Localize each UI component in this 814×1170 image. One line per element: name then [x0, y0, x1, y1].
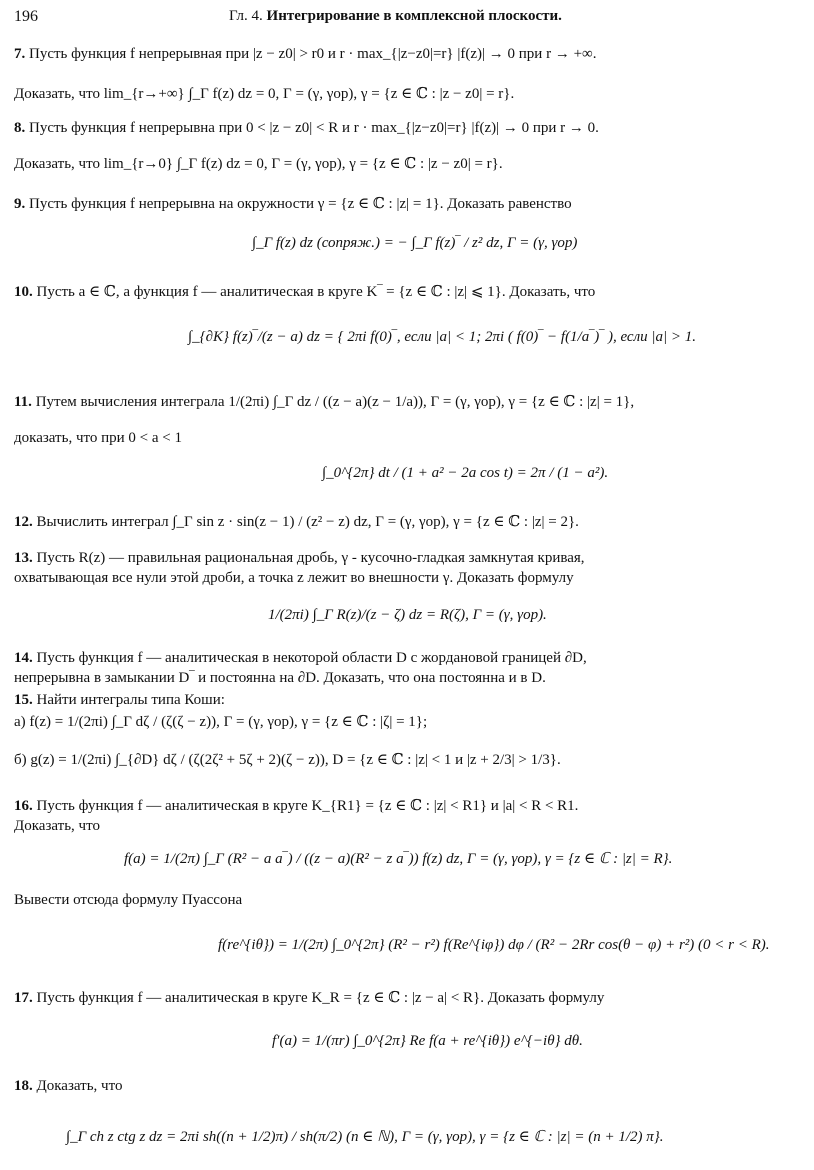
text-line [14, 392, 634, 412]
line-text: Найти интегралы типа Коши: [36, 692, 225, 708]
text-line [14, 890, 242, 910]
line-text: Пусть функция f — аналитическая в круге K_R = {z ∈ ℂ : |z − a| < R}. Доказать формулу [36, 990, 605, 1006]
chapter-label: Гл. 4. [229, 8, 263, 24]
text-line [14, 816, 100, 836]
formula-line [268, 604, 547, 626]
formula-line [252, 232, 577, 254]
problem-number: 8. [14, 120, 26, 136]
problem-number: 7. [14, 46, 26, 62]
text-line [14, 428, 182, 448]
line-text: Доказать, что lim_{r→0} ∫_Γ f(z) dz = 0, Γ = (γ, γop), γ = {z ∈ ℂ : |z − z0| = r}. [14, 156, 503, 172]
formula-line [124, 848, 672, 870]
text-line [14, 282, 595, 302]
text-line [14, 796, 578, 816]
text-line [14, 154, 503, 174]
line-text: Пусть функция f непрерывна при 0 < |z − z0| < R и r · max_{|z−z0|=r} |f(z)| → 0 при r → 0. [29, 120, 599, 136]
line-text: Вычислить интеграл ∫_Γ sin z · sin(z − 1) / (z² − z) dz, Γ = (γ, γop), γ = {z ∈ ℂ : |z| = 2}. [36, 514, 579, 530]
line-text: б) g(z) = 1/(2πi) ∫_{∂D} dζ / (ζ(2ζ² + 5ζ + 2)(ζ − z)), D = {z ∈ ℂ : |z| < 1 и |z + 2/3| > 1/3}. [14, 752, 561, 768]
text-line [14, 568, 574, 588]
line-text: Путем вычисления интеграла 1/(2πi) ∫_Γ dz / ((z − a)(z − 1/a)), Γ = (γ, γop), γ = {z ∈ ℂ : |z| = 1}, [35, 394, 635, 410]
line-text: ∫_{∂K} f(z)‾/(z − a) dz = { 2πi f(0)‾, если |a| < 1; 2πi ( f(0)‾ − f(1/a‾)‾ ), если |a| > 1. [188, 329, 696, 345]
line-text: ∫_Γ f(z) dz (сопряж.) = − ∫_Γ f(z)‾ / z² dz, Γ = (γ, γop) [252, 235, 578, 251]
text-line [14, 1076, 122, 1096]
line-text: а) f(z) = 1/(2πi) ∫_Γ dζ / (ζ(ζ − z)), Γ = (γ, γop), γ = {z ∈ ℂ : |ζ| = 1}; [14, 714, 428, 730]
formula-line [272, 1030, 583, 1052]
formula-line [322, 462, 608, 484]
line-text: ∫_0^{2π} dt / (1 + a² − 2a cos t) = 2π / (1 − a²). [322, 465, 609, 481]
problem-number: 17. [14, 990, 33, 1006]
text-line [14, 548, 585, 568]
problem-number: 15. [14, 692, 33, 708]
problem-number: 16. [14, 798, 33, 814]
line-text: f(re^{iθ}) = 1/(2π) ∫_0^{2π} (R² − r²) f(Re^{iφ}) dφ / (R² − 2Rr cos(θ − φ) + r²) (0 < r < R). [218, 937, 770, 953]
text-line [14, 668, 546, 688]
problem-number: 10. [14, 284, 33, 300]
page-number: 196 [14, 8, 38, 25]
line-text: Доказать, что [14, 818, 100, 834]
line-text: Вывести отсюда формулу Пуассона [14, 892, 243, 908]
text-line [14, 648, 587, 668]
line-text: охватывающая все нули этой дроби, а точка z лежит во внешности γ. Доказать формулу [14, 570, 574, 586]
text-line [14, 750, 561, 770]
problem-number: 9. [14, 196, 26, 212]
problem-number: 11. [14, 394, 32, 410]
text-line [14, 118, 599, 138]
line-text: доказать, что при 0 < a < 1 [14, 430, 182, 446]
problem-number: 18. [14, 1078, 33, 1094]
line-text: непрерывна в замыкании D‾ и постоянна на ∂D. Доказать, что она постоянна и в D. [14, 670, 546, 686]
text-line [14, 84, 514, 104]
formula-line [66, 1126, 664, 1148]
line-text: f′(a) = 1/(πr) ∫_0^{2π} Re f(a + re^{iθ}) e^{−iθ} dθ. [272, 1033, 583, 1049]
line-text: ∫_Γ ch z ctg z dz = 2πi sh((n + 1/2)π) / sh(π/2) (n ∈ ℕ), Γ = (γ, γop), γ = {z ∈ ℂ : |z| = (n + 1/2) π}. [66, 1129, 664, 1145]
line-text: Пусть функция f непрерывная при |z − z0| > r0 и r · max_{|z−z0|=r} |f(z)| → 0 при r → +∞. [29, 46, 597, 62]
page-header [14, 8, 804, 30]
text-line [14, 988, 604, 1008]
line-text: Пусть функция f непрерывна на окружности γ = {z ∈ ℂ : |z| = 1}. Доказать равенство [29, 196, 572, 212]
problem-number: 14. [14, 650, 33, 666]
formula-line [188, 326, 696, 348]
text-line [14, 712, 427, 732]
problem-number: 13. [14, 550, 33, 566]
line-text: f(a) = 1/(2π) ∫_Γ (R² − a a‾) / ((z − a)(R² − z a‾)) f(z) dz, Γ = (γ, γop), γ = {z ∈ ℂ : |z| = R}. [124, 851, 673, 867]
line-text: 1/(2πi) ∫_Γ R(z)/(z − ζ) dz = R(ζ), Γ = (γ, γop). [268, 607, 547, 623]
text-line [14, 690, 225, 710]
running-head [229, 8, 562, 25]
chapter-title: Интегрирование в комплексной плоскости. [266, 8, 562, 24]
line-text: Пусть a ∈ ℂ, а функция f — аналитическая в круге K‾ = {z ∈ ℂ : |z| ⩽ 1}. Доказать, что [36, 284, 596, 300]
line-text: Пусть R(z) — правильная рациональная дробь, γ - кусочно-гладкая замкнутая кривая, [36, 550, 585, 566]
text-line [14, 44, 596, 64]
problem-number: 12. [14, 514, 33, 530]
line-text: Доказать, что [36, 1078, 123, 1094]
line-text: Пусть функция f — аналитическая в некоторой области D с жордановой границей ∂D, [36, 650, 587, 666]
line-text: Доказать, что lim_{r→+∞} ∫_Γ f(z) dz = 0, Γ = (γ, γop), γ = {z ∈ ℂ : |z − z0| = r}. [14, 86, 515, 102]
formula-line [218, 934, 770, 956]
text-line [14, 512, 579, 532]
line-text: Пусть функция f — аналитическая в круге K_{R1} = {z ∈ ℂ : |z| < R1} и |a| < R < R1. [36, 798, 579, 814]
text-line [14, 194, 572, 214]
